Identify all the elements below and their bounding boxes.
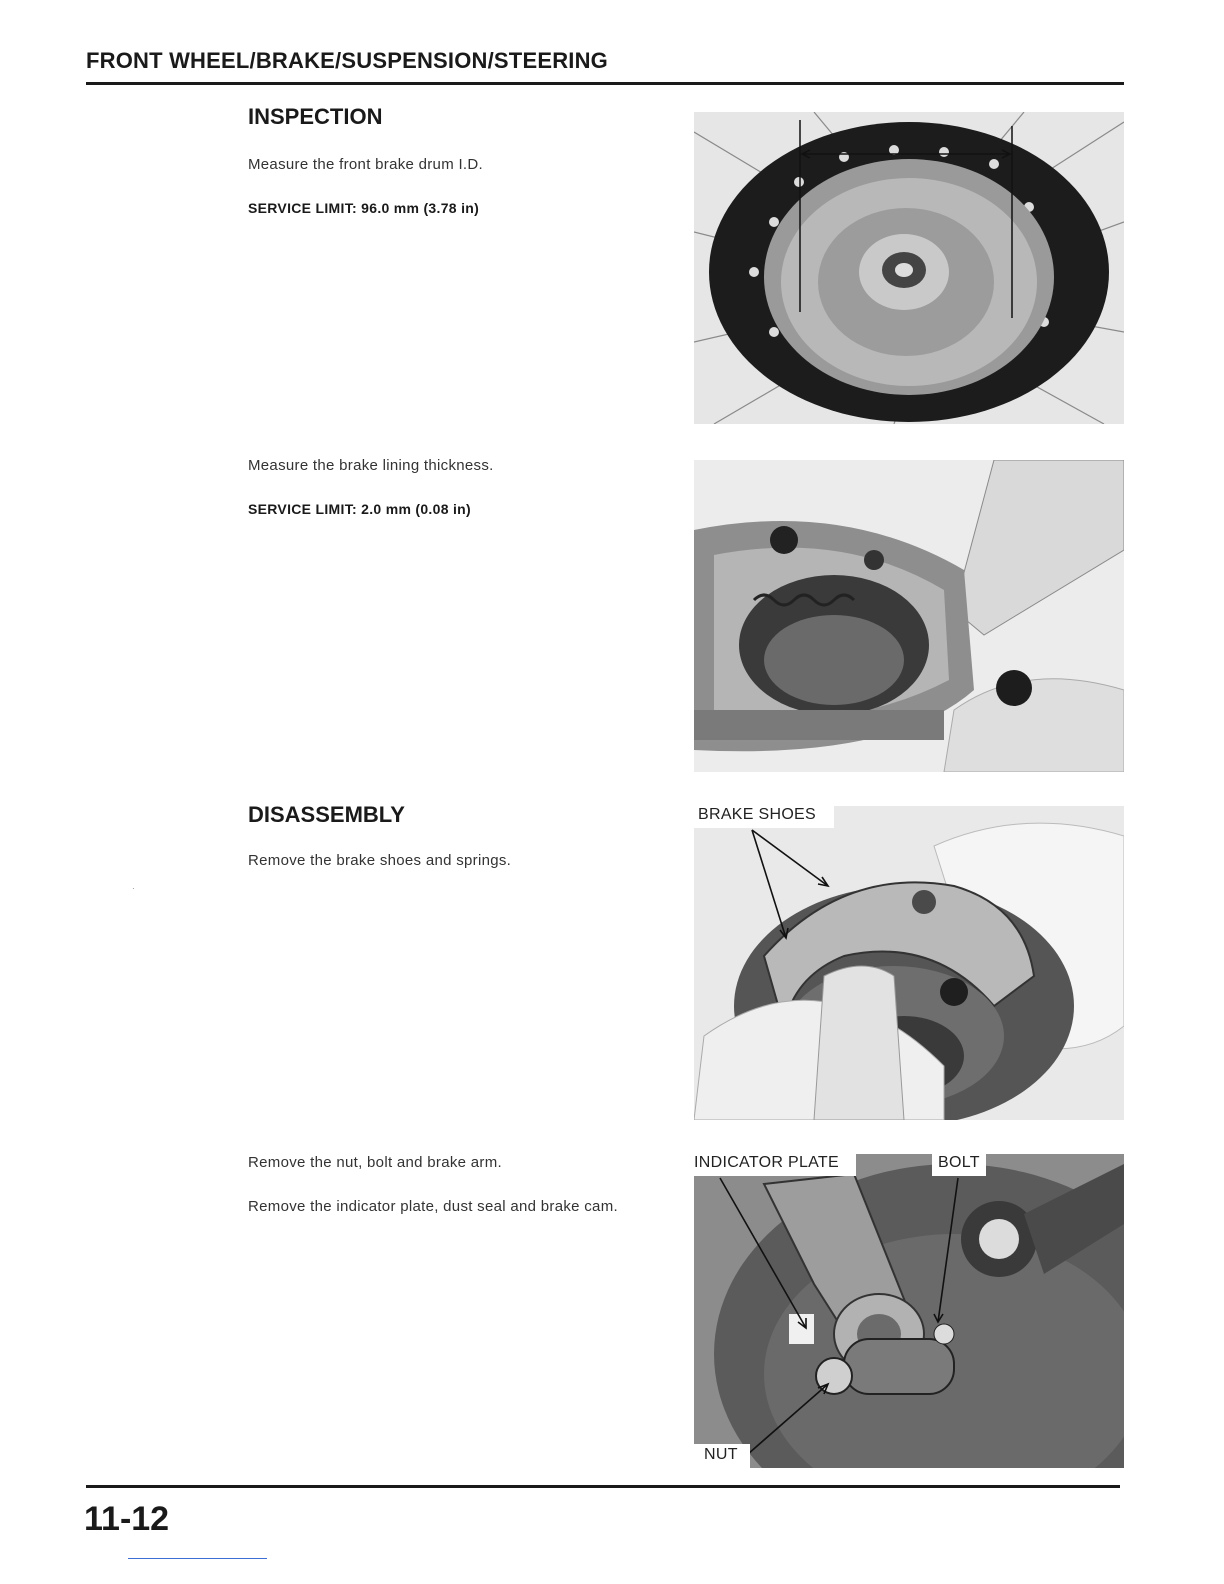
brake-lining-photo [694, 460, 1124, 772]
shoes-instruction: Remove the brake shoes and springs. [248, 852, 512, 869]
disassembly-heading: DISASSEMBLY [248, 802, 405, 827]
lining-instruction: Measure the brake lining thickness. [248, 457, 494, 474]
brake-shoes-photo [694, 806, 1124, 1120]
plate-instruction: Remove the indicator plate, dust seal and brake cam. [248, 1198, 618, 1215]
header-divider [86, 82, 1124, 85]
stray-mark: · [132, 884, 135, 893]
brake-drum-photo [694, 112, 1124, 424]
lining-service-limit: SERVICE LIMIT: 2.0 mm (0.08 in) [248, 501, 471, 517]
page-header-title: FRONT WHEEL/BRAKE/SUSPENSION/STEERING [86, 48, 608, 73]
link-underline [128, 1558, 267, 1559]
nut-label: NUT [704, 1446, 738, 1463]
inspection-heading: INSPECTION [248, 104, 383, 129]
page-number: 11-12 [84, 1500, 170, 1538]
indicator-plate-label: INDICATOR PLATE [694, 1154, 839, 1171]
brake-shoes-label: BRAKE SHOES [698, 806, 817, 823]
drum-service-limit: SERVICE LIMIT: 96.0 mm (3.78 in) [248, 200, 480, 216]
drum-instruction: Measure the front brake drum I.D. [248, 156, 483, 173]
footer-divider [86, 1485, 1120, 1488]
arm-instruction: Remove the nut, bolt and brake arm. [248, 1154, 502, 1171]
bolt-label: BOLT [938, 1154, 980, 1171]
brake-arm-photo [694, 1154, 1124, 1468]
